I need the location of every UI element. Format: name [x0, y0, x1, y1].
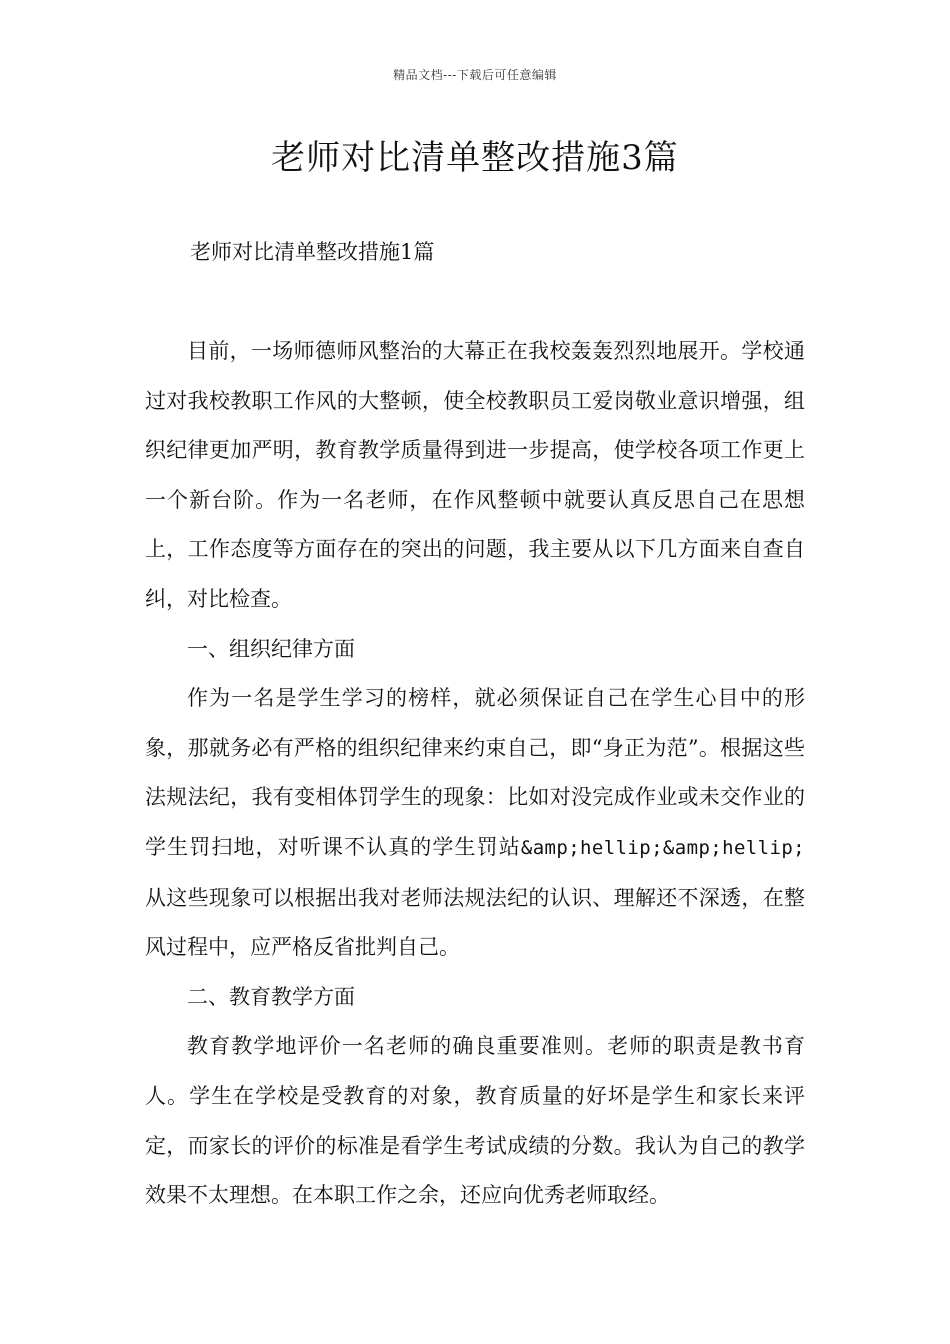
- section-heading-discipline: 一、组织纪律方面: [187, 636, 355, 661]
- section-subtitle: 老师对比清单整改措施1篇: [190, 240, 435, 264]
- header-note: 精品文档---下载后可任意编辑: [393, 68, 557, 82]
- paragraph-discipline-text: 作为一名是学生学习的榜样，就必须保证自己在学生心目中的形象，那就务必有严格的组织纪律来约束自己，即“身正为范”。根据这些法规法纪，我有变相体罚学生的现象：比如对没完成作业或未交作业的学生罚扫地，对听课不认真的学生罚站: [145, 686, 805, 859]
- paragraph-teaching: 教育教学地评价一名老师的确良重要准则。老师的职责是教书育人。学生在学校是受教育的对象，教育质量的好坏是学生和家长来评定，而家长的评价的标准是看学生考试成绩的分数。我认为自己的教学效果不太理想。在本职工作之余，还应向优秀老师取经。: [145, 1034, 805, 1208]
- paragraph-discipline-tail: 从这些现象可以根据出我对老师法规法纪的认识、理解还不深透，在整风过程中，应严格反省批判自己。: [145, 885, 805, 960]
- entity-text: &amp;hellip;&amp;hellip;: [520, 836, 805, 859]
- section-heading-teaching: 二、教育教学方面: [187, 984, 355, 1009]
- paragraph-discipline: [145, 674, 805, 973]
- paragraph-intro: 目前，一场师德师风整治的大幕正在我校轰轰烈烈地展开。学校通过对我校教职工作风的大整顿，使全校教职员工爱岗敬业意识增强，组织纪律更加严明，教育教学质量得到进一步提高，使学校各项工作更上一个新台阶。作为一名老师，在作风整顿中就要认真反思自己在思想上，工作态度等方面存在的突出的问题，我主要从以下几方面来自查自纠，对比检查。: [145, 339, 805, 611]
- document-body: [145, 327, 805, 1221]
- document-title: 老师对比清单整改措施3篇: [271, 138, 679, 178]
